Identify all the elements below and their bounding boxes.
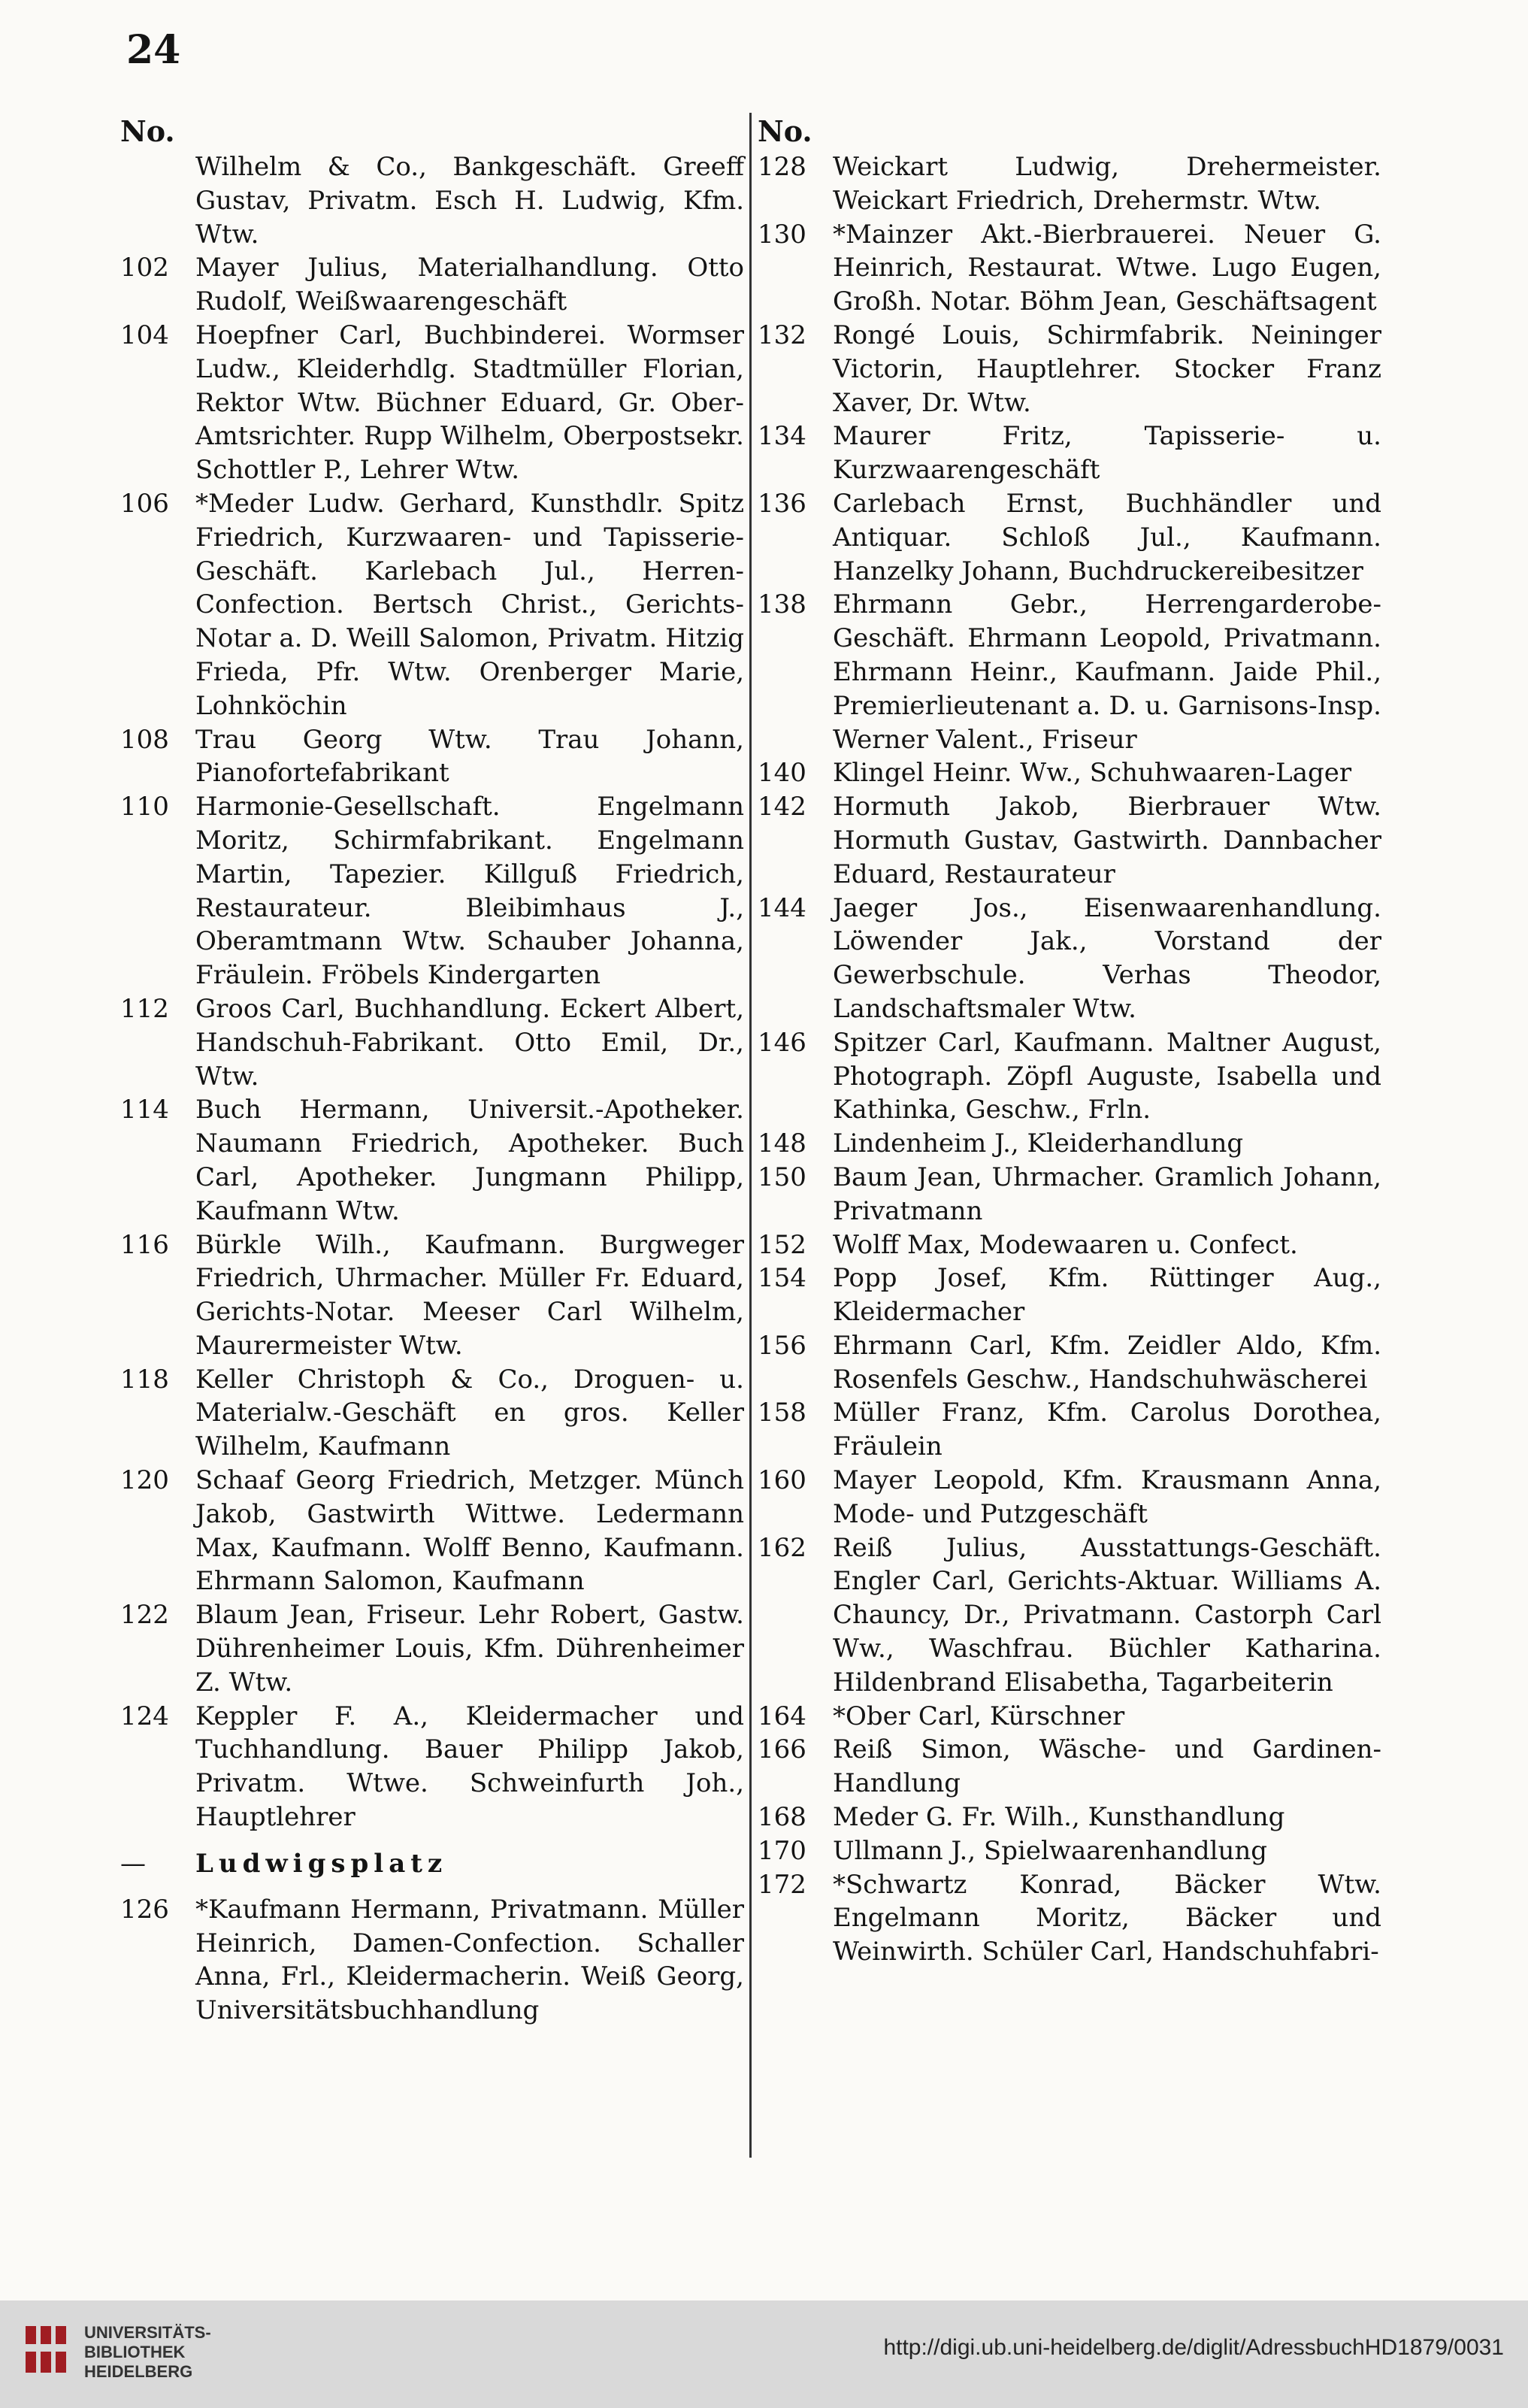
left-entries [120,150,744,1834]
directory-entry [758,588,1381,756]
entry-text: Mayer Julius, Materialhandlung. Otto Rudolf, Weißwaarengeschäft [195,253,744,317]
house-number: 138 [758,589,806,620]
directory-entry [758,487,1381,588]
street-heading [120,1845,744,1882]
house-number: 114 [120,1095,169,1125]
directory-entry [120,1363,744,1464]
directory-entry [758,1531,1381,1700]
entry-text: Ullmann J., Spielwaarenhandlung [833,1835,1268,1866]
entry-text: Schaaf Georg Friedrich, Metzger. Münch Jakob, Gastwirth Wittwe. Ledermann Max, Kaufmann. Wolff Benno, Kaufmann. Ehrmann Salomon, Kaufmann [195,1465,744,1597]
directory-entry [120,1228,744,1363]
entry-text: Groos Carl, Buchhandlung. Eckert Albert, Handschuh-Fabrikant. Otto Emil, Dr., Wtw. [195,993,744,1092]
entry-text: Rongé Louis, Schirmfabrik. Neininger Victorin, Hauptlehrer. Stocker Franz Xaver, Dr. Wtw. [833,320,1381,418]
entry-text: Baum Jean, Uhrmacher. Gramlich Johann, Privatmann [833,1162,1381,1226]
directory-entry [120,723,744,791]
house-number: 140 [758,758,806,789]
directory-entry [120,1700,744,1834]
house-number: 134 [758,421,806,452]
house-number: 106 [120,488,169,519]
house-number: 172 [758,1869,806,1900]
house-number: 146 [758,1027,806,1058]
source-url[interactable]: http://digi.ub.uni-heidelberg.de/diglit/AdressbuchHD1879/0031 [883,2335,1504,2360]
right-column-header: No. [758,114,812,148]
directory-entry [758,1733,1381,1801]
entry-text: Blaum Jean, Friseur. Lehr Robert, Gastw. Dührenheimer Louis, Kfm. Dührenheimer Z. Wtw. [195,1600,744,1698]
directory-entry [758,1834,1381,1868]
directory-entry [758,1026,1381,1127]
house-number: 170 [758,1835,806,1866]
entry-text: Reiß Simon, Wäsche- und Gardinen-Handlung [833,1734,1381,1799]
entry-text: *Mainzer Akt.-Bierbrauerei. Neuer G. Heinrich, Restaurat. Wtwe. Lugo Eugen, Großh. Notar. Böhm Jean, Geschäftsagent [833,219,1381,317]
house-number: 112 [120,993,169,1024]
directory-entry [758,756,1381,790]
entry-text: Popp Josef, Kfm. Rüttinger Aug., Kleidermacher [833,1263,1381,1328]
directory-entry [758,1262,1381,1329]
house-number: 110 [120,792,169,822]
entry-text: Spitzer Carl, Kaufmann. Maltner August, Photograph. Zöpfl Auguste, Isabella und Kathinka, Geschw., Frln. [833,1027,1381,1125]
directory-entry [758,319,1381,420]
directory-entry [758,218,1381,319]
logo-line: HEIDELBERG [84,2362,193,2381]
street-dash: — [120,1848,146,1879]
entry-text: Lindenheim J., Kleiderhandlung [833,1128,1244,1159]
logo-line: BIBLIOTHEK [84,2343,186,2361]
directory-entry [758,892,1381,1026]
library-seal-icon [23,2322,72,2377]
directory-entry [758,1868,1381,1969]
right-entries [758,150,1381,1969]
directory-entry [120,251,744,319]
house-number: 118 [120,1364,169,1395]
entry-text: Wilhelm & Co., Bankgeschäft. Greeff Gustav, Privatm. Esch H. Ludwig, Kfm. Wtw. [195,152,744,250]
entry-text: Bürkle Wilh., Kaufmann. Burgweger Friedrich, Uhrmacher. Müller Fr. Eduard, Gerichts-Notar. Meeser Carl Wilhelm, Maurermeister Wtw. [195,1229,744,1361]
entry-text: Meder G. Fr. Wilh., Kunsthandlung [833,1802,1285,1833]
directory-entry [758,1464,1381,1531]
left-column [120,113,744,2028]
entry-text: Reiß Julius, Ausstattungs-Geschäft. Engler Carl, Gerichts-Aktuar. Williams A. Chauncy, Dr., Privatmann. Castorph Carl Ww., Waschfrau. Büchler Katharina. Hildenbrand Elisabetha, Tagarbeiterin [833,1532,1381,1698]
entry-text: *Kaufmann Hermann, Privatmann. Müller Heinrich, Damen-Confection. Schaller Anna, Frl., Kleidermacherin. Weiß Georg, Universitätsbuchhandlung [195,1894,744,2026]
house-number: 124 [120,1701,169,1731]
directory-entry [758,1801,1381,1834]
house-number: 120 [120,1465,169,1496]
house-number: 160 [758,1465,806,1496]
house-number: 126 [120,1894,169,1925]
right-column [758,113,1381,1969]
directory-entry [120,790,744,992]
entry-text: Weickart Ludwig, Drehermeister. Weickart Friedrich, Drehermstr. Wtw. [833,152,1381,216]
house-number: 144 [758,892,806,923]
house-number: 158 [758,1398,806,1428]
house-number: 116 [120,1229,169,1260]
entry-text: Maurer Fritz, Tapisserie- u. Kurzwaarengeschäft [833,421,1381,486]
column-divider [749,113,752,2158]
house-number: 104 [120,320,169,350]
entry-text: *Meder Ludw. Gerhard, Kunsthdlr. Spitz Friedrich, Kurzwaaren- und Tapisserie-Geschäft. Karlebach Jul., Herren-Confection. Bertsch Christ., Gerichts-Notar a. D. Weill Salomon, Privatm. Hitzig Frieda, Pfr. Wtw. Orenberger Marie, Lohnköchin [195,488,744,721]
house-number: 132 [758,320,806,350]
house-number: 152 [758,1229,806,1260]
entry-text: Carlebach Ernst, Buchhändler und Antiquar. Schloß Jul., Kaufmann. Hanzelky Johann, Buchdruckereibesitzer [833,488,1381,586]
house-number: 148 [758,1128,806,1159]
left-column-header: No. [120,114,175,148]
house-number: 168 [758,1802,806,1833]
directory-entry [120,992,744,1093]
house-number: 108 [120,724,169,755]
footer-bar [0,2300,1528,2408]
directory-entry [758,1396,1381,1464]
directory-entry [120,319,744,487]
entry-text: Mayer Leopold, Kfm. Krausmann Anna, Mode- und Putzgeschäft [833,1465,1381,1529]
house-number: 142 [758,792,806,822]
directory-entry [758,1700,1381,1734]
entry-text: Buch Hermann, Universit.-Apotheker. Naumann Friedrich, Apotheker. Buch Carl, Apotheker. Jungmann Philipp, Kaufmann Wtw. [195,1095,744,1226]
house-number: 136 [758,488,806,519]
directory-entry [758,1329,1381,1397]
directory-entry [120,487,744,723]
entry-text: Ehrmann Carl, Kfm. Zeidler Aldo, Kfm. Rosenfels Geschw., Handschuhwäscherei [833,1330,1381,1395]
directory-entry [758,1228,1381,1262]
directory-entry [758,1127,1381,1161]
library-logo-text [84,2323,211,2382]
page-number: 24 [126,27,181,73]
directory-entry [758,420,1381,487]
directory-entry [758,1161,1381,1228]
entry-text: Hoepfner Carl, Buchbinderei. Wormser Ludw., Kleiderhdlg. Stadtmüller Florian, Rektor Wtw. Büchner Eduard, Gr. Ober-Amtsrichter. Rupp Wilhelm, Oberpostsekr. Schottler P., Lehrer Wtw. [195,320,744,486]
house-number: 154 [758,1263,806,1294]
entry-text: Trau Georg Wtw. Trau Johann, Pianofortefabrikant [195,724,744,789]
entry-text: Keller Christoph & Co., Droguen- u. Materialw.-Geschäft en gros. Keller Wilhelm, Kaufmann [195,1364,744,1462]
directory-entry [758,150,1381,218]
house-number: 156 [758,1330,806,1361]
entry-text: *Schwartz Konrad, Bäcker Wtw. Engelmann Moritz, Bäcker und Weinwirth. Schüler Carl, Handschuhfabri- [833,1869,1381,1967]
entry-text: Keppler F. A., Kleidermacher und Tuchhandlung. Bauer Philipp Jakob, Privatm. Wtwe. Schweinfurth Joh., Hauptlehrer [195,1701,744,1833]
house-number: 128 [758,152,806,182]
logo-line: UNIVERSITÄTS- [84,2323,211,2342]
house-number: 162 [758,1532,806,1563]
entry-text: *Ober Carl, Kürschner [833,1701,1125,1731]
house-number: 102 [120,253,169,283]
entry-text: Jaeger Jos., Eisenwaarenhandlung. Löwender Jak., Vorstand der Gewerbschule. Verhas Theodor, Landschaftsmaler Wtw. [833,892,1381,1024]
entry-text: Hormuth Jakob, Bierbrauer Wtw. Hormuth Gustav, Gastwirth. Dannbacher Eduard, Restaurateur [833,792,1381,889]
entry-text: Müller Franz, Kfm. Carolus Dorothea, Fräulein [833,1398,1381,1462]
house-number [120,150,195,251]
directory-entry [120,1464,744,1598]
left-entries-after-street [120,1893,744,2028]
house-number: 166 [758,1734,806,1765]
directory-entry [758,790,1381,891]
house-number: 122 [120,1600,169,1631]
house-number: 150 [758,1162,806,1192]
house-number: 164 [758,1701,806,1731]
house-number: 130 [758,219,806,250]
entry-text: Ehrmann Gebr., Herrengarderobe-Geschäft. Ehrmann Leopold, Privatmann. Ehrmann Heinr., Kaufmann. Jaide Phil., Premierlieutenant a. D. u. Garnisons-Insp. Werner Valent., Friseur [833,589,1381,755]
directory-entry [120,1093,744,1228]
directory-entry [120,1598,744,1699]
entry-text: Harmonie-Gesellschaft. Engelmann Moritz, Schirmfabrikant. Engelmann Martin, Tapezier. Killguß Friedrich, Restaurateur. Bleibimhaus J., Oberamtmann Wtw. Schauber Johanna, Fräulein. Fröbels Kindergarten [195,792,744,991]
entry-text: Klingel Heinr. Ww., Schuhwaaren-Lager [833,758,1352,789]
entry-text: Wolff Max, Modewaaren u. Confect. [833,1229,1298,1260]
street-name: Ludwigsplatz [195,1848,448,1879]
directory-entry [120,1893,744,2028]
directory-entry [120,150,744,251]
